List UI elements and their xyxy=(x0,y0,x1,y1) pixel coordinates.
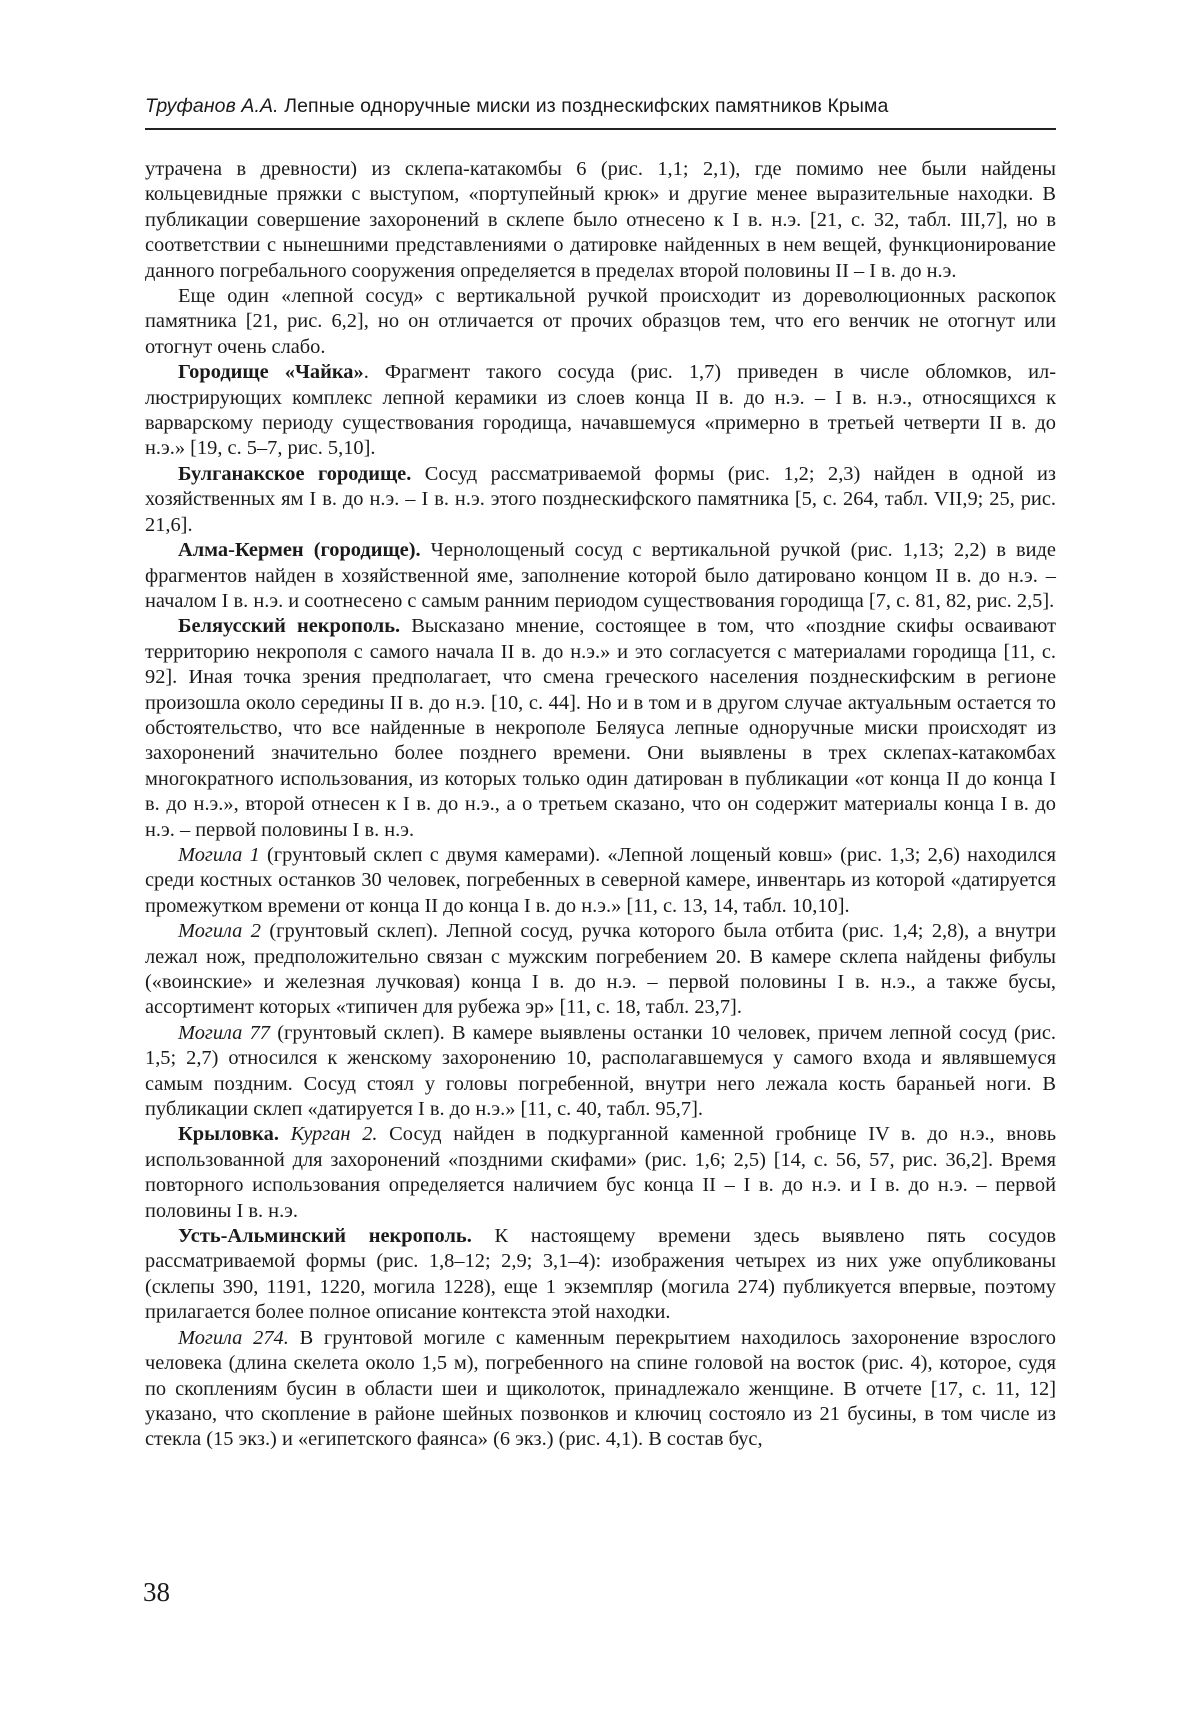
subsection-heading: Могила 1 xyxy=(178,843,260,866)
paragraph xyxy=(145,462,1056,538)
section-heading: Городище «Чайка» xyxy=(178,361,364,384)
paragraph xyxy=(145,538,1056,614)
paragraph xyxy=(145,1326,1056,1453)
header-rule xyxy=(145,128,1056,130)
section-heading: Беляусский некрополь. xyxy=(178,615,401,638)
subsection-heading: Могила 2 xyxy=(178,920,261,943)
paragraph-text: (грунтовый склеп с двумя камерами). «Лепной лощеный ковш» (рис. 1,3; 2,6) находился среди костных останков 30 человек, погребенных в северной камере, инвентарь из которой «датируется промежутком времени от конца II до конца I в. до н.э.» [11, с. 13, 14, табл. 10,10]. xyxy=(145,843,1056,917)
header-title: Лепные одноручные миски из позднескифских памятников Крыма xyxy=(284,95,889,117)
paragraph xyxy=(145,1021,1056,1123)
section-heading: Алма-Кермен (городище). xyxy=(178,539,421,562)
paragraph xyxy=(145,1224,1056,1326)
paragraph xyxy=(145,157,1056,284)
paragraph xyxy=(145,614,1056,843)
paragraph xyxy=(145,919,1056,1021)
paragraph xyxy=(145,843,1056,919)
paragraph-text: (грунтовый склеп). В камере выявлены останки 10 человек, причем лепной сосуд (рис. 1,5; 2,7) относился к женскому захоронению 10, располагавшемуся у самого входа и являвшемуся самым поздним. Сосуд стоял у головы погребенной, внутри него лежала кость бараньей ноги. В публикации склеп «датируется I в. до н.э.» [11, с. 40, табл. 95,7]. xyxy=(145,1021,1056,1121)
section-heading: Крыловка. xyxy=(178,1123,279,1146)
running-header xyxy=(145,95,1056,118)
subsection-heading: Курган 2. xyxy=(278,1123,378,1146)
paragraph xyxy=(145,284,1056,360)
paragraph xyxy=(145,360,1056,462)
section-heading: Усть-Альминский некрополь. xyxy=(178,1225,472,1248)
header-author: Труфанов А.А. xyxy=(145,95,279,117)
paragraph-text: (грунтовый склеп). Лепной сосуд, ручка которого была отбита (рис. 1,4; 2,8), а внутри лежал нож, предположительно связан с мужским погребением 20. В камере склепа найдены фибулы («воинские» и железная лучковая) конца I в. до н.э. – первой половины I в. н.э., а также бусы, ассортимент которых «типичен для рубежа эр» [11, с. 18, табл. 23,7]. xyxy=(145,920,1056,1019)
paragraph-text: К настоящему времени здесь выявлено пять сосудов рассматриваемой формы (рис. 1,8–12; 2,9; 3,1–4): изображения четырех из них уже опубликованы (склепы 390, 1191, 1220, могила 1228), еще 1 экземпляр (могила 274) публикуется впервые, поэтому прилагается более полное описание контекста этой находки. xyxy=(145,1225,1056,1324)
section-heading: Булганакское городище. xyxy=(178,462,412,485)
article-body xyxy=(145,157,1056,1453)
paragraph-text: Сосуд рассматриваемой формы (рис. 1,2; 2,3) найден в одной из хозяйственных ям I в. до н.э. – I в. н.э. этого позднескифского памятника [5, с. 264, табл. VII,9; 25, рис. 21,6]. xyxy=(145,462,1056,536)
subsection-heading: Могила 77 xyxy=(178,1021,271,1044)
subsection-heading: Могила 274. xyxy=(178,1326,289,1349)
paragraph-text: Сосуд найден в подкурганной каменной гробнице IV в. до н.э., вновь использованной для захоронений «поздними скифами» (рис. 1,6; 2,5) [14, с. 56, 57, рис. 36,2]. Время повторного использования определяется наличием бус конца II – I в. до н.э. и I в. до н.э. – первой половины I в. н.э. xyxy=(145,1123,1056,1222)
paragraph-text: Еще один «лепной сосуд» с вертикальной ручкой происходит из дореволюционных раскопок памятника [21, рис. 6,2], но он отличается от прочих образцов тем, что его венчик не отогнут или отогнут очень слабо. xyxy=(145,285,1056,358)
paragraph-text: В грунтовой могиле с каменным перекрытием находилось захоронение взрослого человека (длина скелета около 1,5 м), погребенного на спине головой на восток (рис. 4), которое, судя по скоплениям бусин в области шеи и щиколоток, принадлежало женщине. В отчете [17, с. 11, 12] указано, что скопление в районе шейных позвонков и ключиц состояло из 21 бусины, в том числе из стекла (15 экз.) и «египетского фаянса» (6 экз.) (рис. 4,1). В состав бус, xyxy=(145,1326,1056,1451)
page-number: 38 xyxy=(143,1577,170,1607)
paragraph-text: Высказано мнение, состоящее в том, что «поздние скифы осваивают территорию некрополя с самого начала II в. до н.э.» и это согласуется с материалами городища [11, с. 92]. Иная точка зрения предполагает, что смена греческого населения позднескифским в регионе произошла около середины II в. до н.э. [10, с. 44]. Но и в том и в другом случае актуальным остается то обстоятельство, что все найденные в некрополе Беляуса лепные одноручные миски происходят из захоронений значительно более позднего времени. Они выявлены в трех склепах-катакомбах многократного использования, из которых только один датирован в публикации «от конца II до конца I в. до н.э.», второй отнесен к I в. до н.э., а о третьем сказано, что он содержит материалы конца I в. до н.э. – первой половины I в. н.э. xyxy=(145,615,1056,841)
paragraph-text: утрачена в древности) из склепа-катакомбы 6 (рис. 1,1; 2,1), где помимо нее были найдены кольцевидные пряжки с выступом, «портупейный крюк» и другие менее выразительные находки. В публикации совершение захоронений в склепе было отнесено к I в. н.э. [21, с. 32, табл. III,7], но в соответствии с нынешними представлениями о датировке найденных в нем вещей, функционирование данного погребального сооружения определяется в пределах второй половины II – I в. до н.э. xyxy=(145,158,1056,282)
paragraph xyxy=(145,1122,1056,1224)
paragraph-text: . Фрагмент такого сосуда (рис. 1,7) приведен в числе обломков, иллюстрирующих комплекс лепной керамики из слоев конца II в. до н.э. – I в. н.э., относящихся к варварскому периоду существования городища, начавшемуся «примерно в третьей четверти II в. до н.э.» [19, с. 5–7, рис. 5,10]. xyxy=(145,361,1056,460)
paragraph-text: Чернолощеный сосуд с вертикальной ручкой (рис. 1,13; 2,2) в виде фрагментов найден в хозяйственной яме, заполнение которой было датировано концом II в. до н.э. – началом I в. н.э. и соотнесено с самым ранним периодом существования городища [7, с. 81, 82, рис. 2,5]. xyxy=(145,539,1056,612)
